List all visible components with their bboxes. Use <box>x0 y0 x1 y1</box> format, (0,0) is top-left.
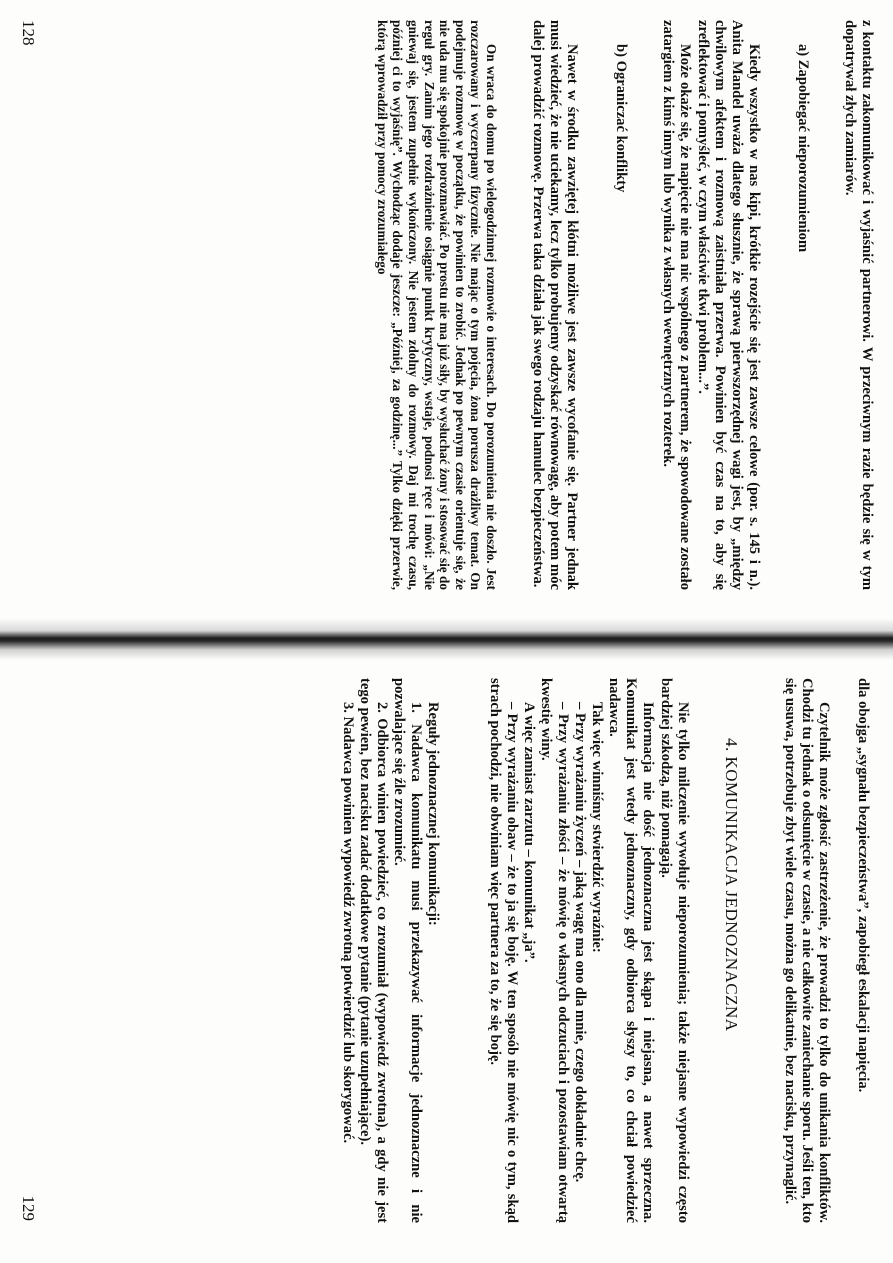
right-paragraph-7: A więc zamiast zarzutu – komunikat „ja”. <box>520 702 537 963</box>
book-gutter <box>0 618 893 660</box>
right-paragraph-5: – Przy wyrażaniu życzeń – jaką wagę ma ono dla mnie, czego dokładnie chcę. <box>572 702 589 1183</box>
right-paragraph-6: – Przy wyrażaniu złości – że mówię o własnych odczuciach i pozostawiam otwartą kwestię winy. <box>537 678 571 1223</box>
right-paragraph-8: – Przy wyrażaniu obaw – że to ja się boję. W ten sposób nie mówię nic o tym, skąd strach pochodzi, nie obwiniam więc partnera za to, że się boję. <box>486 678 520 1223</box>
right-page <box>0 660 893 1263</box>
section-a-heading: a) Zapobiegać nieporozumieniom <box>794 44 811 253</box>
rule-2: 2. Odbiorca winien powiedzieć, co zrozumiał (wypowiedź zwrotna), a gdy nie jest tego pewien, bez nacisku zadać dodatkowe pytanie (pytanie uzupełniające). <box>357 678 391 1223</box>
right-paragraph-4: Tak więc winniśmy stwierdzić wyraźnie: <box>589 702 606 953</box>
chapter-heading: 4. KOMUNIKACJA JEDNOZNACZNA <box>721 738 741 1032</box>
left-page <box>0 0 893 618</box>
section-a-paragraph-2: Może okaże się, że napięcie nie ma nic wspólnego z partnerem, że spowodowane zostało zatargiem z kimś innym lub wynika z własnych wewnętrznych rozterek. <box>660 20 694 590</box>
right-paragraph-2: Nie tylko milczenie wywołuje nieporozumienia; także niejasne wypowiedzi często bardziej szkodzą, niż pomagają. <box>657 678 691 1223</box>
section-a-paragraph-1: Kiedy wszystko w nas kipi, krótkie rozejście się jest zawsze celowe (por. s. 145 i n.). Anita Mandel uważa dlatego słusznie, że sprawą pierwszorzędnej wagi jest, by „między chwilowym afektem i rozmową zaistniała przerwa. Powinien być czas na to, aby się zreflektować i pomyśleć, w czym właściwie tkwi problem...”. <box>694 20 762 590</box>
right-paragraph-3: Informacja nie dość jednoznaczna jest skąpa i niejasna, a nawet sprzeczna. Komunikat jest wtedy jednoznaczny, gdy odbiorca słyszy to, co chciał powiedzieć nadawca. <box>606 678 657 1223</box>
rules-block <box>339 678 442 1223</box>
right-intro-paragraph: dla obojga „sygnału bezpieczeństwa”, zapobiegł eskalacji napięcia. <box>855 678 871 1093</box>
page-number-left: 128 <box>19 20 38 46</box>
left-intro-paragraph: z kontaktu zakomunikować i wyjaśnić partnerowi. W przeciwnym razie będzie się w tym dopatrywał złych zamiarów. <box>841 20 875 590</box>
rule-1: 1. Nadawca komunikatu musi przekazywać informacje jednoznaczne i nie pozwalające się źle zrozumieć. <box>391 678 425 1223</box>
section-b-heading: b) Ograniczać konflikty <box>613 44 630 193</box>
right-paragraph-1: Czytelnik może zgłosić zastrzeżenie, że prowadzi to tylko do unikania konfliktów. Chodzi tu jednak o odsunięcie w czasie, a nie całkowite zaniechanie sporu. Jeśli ten, kto się usuwa, potrzebuje zbyt wiele czasu, można go delikatnie, bez nacisku, przynaglić. <box>781 678 832 1223</box>
example-story: On wraca do domu po wielogodzinnej rozmowie o interesach. Do porozumienia nie doszło. Jest rozczarowany i wyczerpany fizycznie. Nie mając o tym pojęcia, żona porusza drażliwy temat. On podejmuje rozmowę w początku, że powinien to zrobić. Jednak po pewnym czasie orientuje się, że nie uda mu się spokojnie porozmawiać. Po prostu nie ma już siły, by wysłuchać żony i stosować się do reguł gry. Zanim jego rozdrażnienie osiągnie punkt krytyczny, wstaje, podnosi ręce i mówi: „Nie gniewaj się, jestem zupełnie wykończony. Nie jestem zdolny do rozmowy. Daj mi trochę czasu, później ci to wyjaśnię”. Wychodząc dodaje jeszcze: „Później, za godzinę...” Tylko dzięki przerwie, którą wprowadził przy pomocy zrozumiałego <box>374 20 499 590</box>
rule-3: 3. Nadawca powinien wypowiedź zwrotną potwierdzić lub skorygować. <box>340 702 357 1144</box>
page-number-right: 129 <box>19 1195 38 1221</box>
rules-title: Reguły jednoznacznej komunikacji: <box>425 702 442 926</box>
section-b-paragraph-1: Nawet w środku zawziętej kłótni możliwe jest zawsze wycofanie się. Partner jednak musi wiedzieć, że nie uciekamy, lecz tylko probujemy odzyskać równowagę, aby potem móc dalej prowadzić rozmowę. Przerwa taka działa jak swego rodzaju hamulec bezpieczeństwa. <box>530 20 581 590</box>
